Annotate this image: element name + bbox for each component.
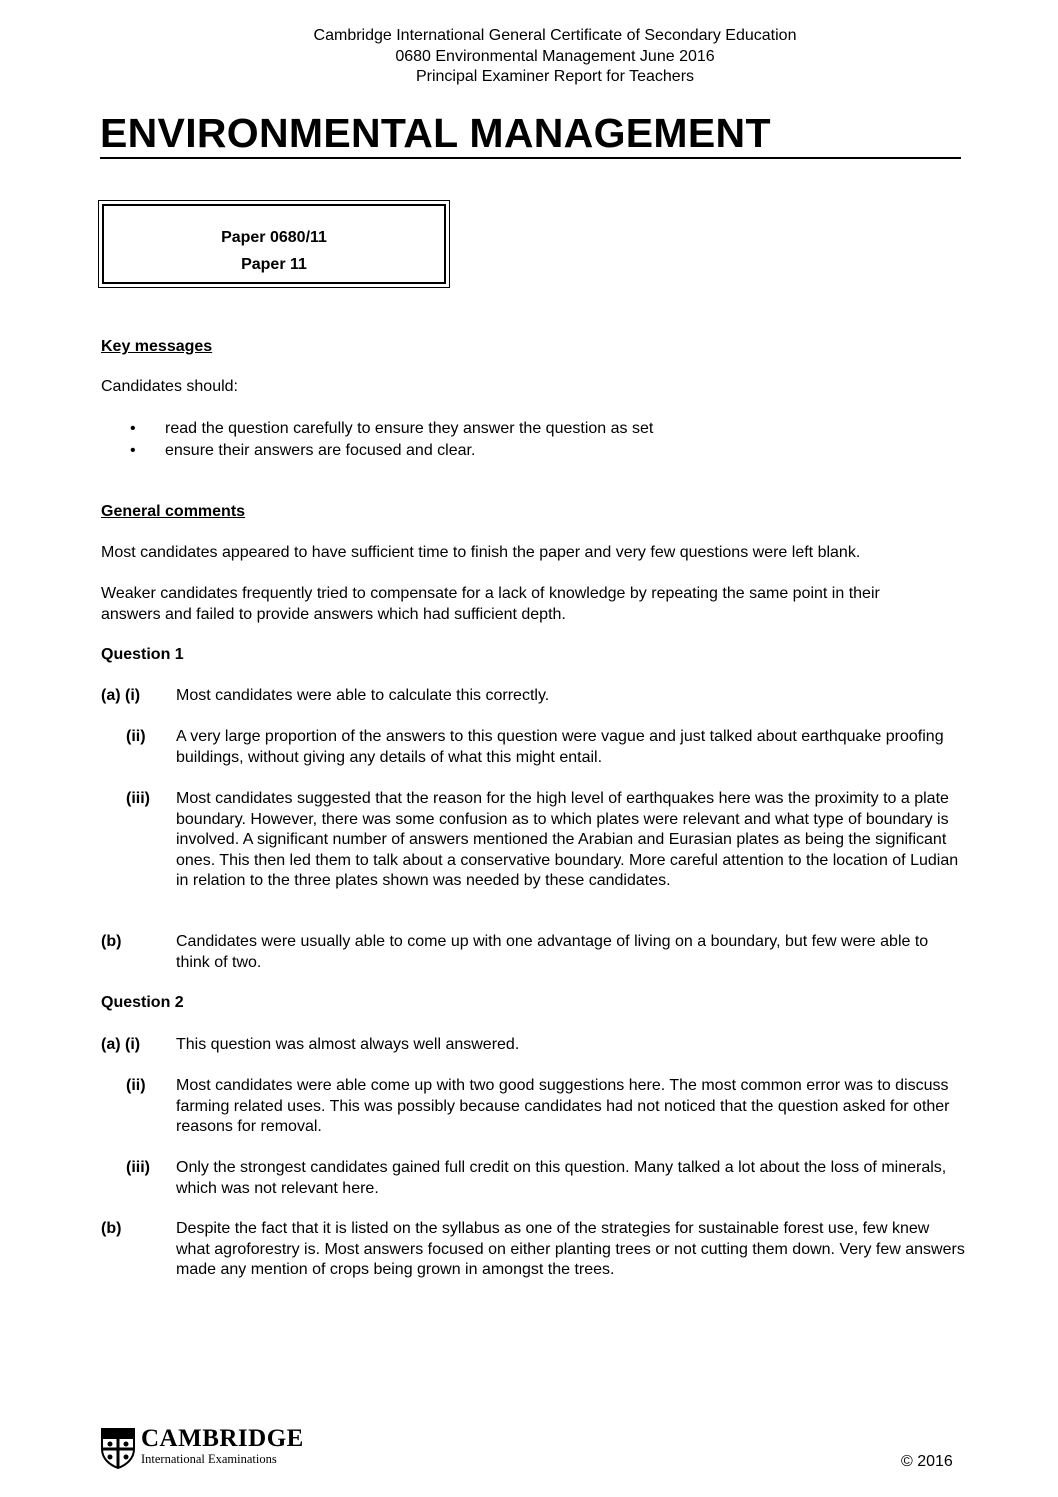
paper-info-box <box>98 200 450 288</box>
logo-subtitle: International Examinations <box>141 1452 277 1466</box>
paper-info-box-inner <box>102 204 446 284</box>
q1-part-text: A very large proportion of the answers to this question were vague and just talked about earthquake proofing buildings, without giving any details of what this might entail. <box>176 728 944 766</box>
q1-part-label: (ii) <box>126 728 146 745</box>
q1-part-text: Most candidates suggested that the reason for the high level of earthquakes here was the proximity to a plate boundary. However, there was some confusion as to which plates were relevant and what type of boundary is involved. A significant number of answers mentioned the Arabian and Eurasian plates as being the significant ones. This then led them to talk about a conservative boundary. More careful attention to the location of Ludian in relation to the three plates shown was needed by these candidates. <box>176 790 959 889</box>
q1-part-label: (a) (i) <box>101 687 141 704</box>
q2-part-text: Only the strongest candidates gained full credit on this question. Many talked a lot about the loss of minerals, which was not relevant here. <box>176 1159 947 1197</box>
q2-part-label: (a) (i) <box>101 1036 141 1053</box>
q1-part-label: (iii) <box>126 790 150 807</box>
q2-part-text: This question was almost always well answered. <box>176 1036 520 1053</box>
shield-icon <box>100 1427 136 1469</box>
q1-part-label: (b) <box>101 933 122 950</box>
q2-part-text: Most candidates were able come up with two good suggestions here. The most common error was to discuss farming related uses. This was possibly because candidates had not noticed that the question asked for other reasons for removal. <box>176 1077 950 1135</box>
general-comment-paragraph-1: Most candidates appeared to have sufficient time to finish the paper and very few questions were left blank. <box>101 544 861 561</box>
page-title: ENVIRONMENTAL MANAGEMENT <box>100 110 771 156</box>
question-2-heading: Question 2 <box>101 994 184 1011</box>
bullet-marker: • <box>130 442 136 459</box>
logo-name: CAMBRIDGE <box>141 1425 304 1452</box>
q2-part-text: Despite the fact that it is listed on the syllabus as one of the strategies for sustainable forest use, few knew what agroforestry is. Most answers focused on either planting trees or not cutting them down. Very few answers made any mention of crops being grown in amongst the trees. <box>176 1220 965 1278</box>
title-divider <box>100 157 961 159</box>
general-comment-paragraph-2: Weaker candidates frequently tried to compensate for a lack of knowledge by repeating the same point in their answers and failed to provide answers which had sufficient depth. <box>101 585 880 623</box>
general-comments-heading: General comments <box>101 503 246 520</box>
copyright-notice: © 2016 <box>901 1453 953 1470</box>
q2-part-label: (b) <box>101 1220 122 1237</box>
q1-part-text: Candidates were usually able to come up with one advantage of living on a boundary, but few were able to think of two. <box>176 933 929 971</box>
paper-code: Paper 0680/11 <box>221 229 327 246</box>
header-line-2: 0680 Environmental Management June 2016 <box>395 47 715 65</box>
key-messages-heading: Key messages <box>101 338 213 355</box>
question-1-heading: Question 1 <box>101 646 184 663</box>
key-messages-intro: Candidates should: <box>101 378 238 395</box>
header-line-1: Cambridge International General Certificate of Secondary Education <box>313 27 797 44</box>
q2-part-label: (ii) <box>126 1077 146 1094</box>
header-line-3: Principal Examiner Report for Teachers <box>415 68 695 85</box>
key-message-bullet-1: read the question carefully to ensure they answer the question as set <box>165 420 654 437</box>
bullet-marker: • <box>130 420 136 437</box>
q2-part-label: (iii) <box>126 1159 150 1176</box>
paper-name: Paper 11 <box>241 256 307 273</box>
document-header <box>0 26 1058 88</box>
key-message-bullet-2: ensure their answers are focused and clear. <box>165 442 476 459</box>
cambridge-logo <box>100 1425 320 1470</box>
q1-part-text: Most candidates were able to calculate this correctly. <box>176 687 550 704</box>
